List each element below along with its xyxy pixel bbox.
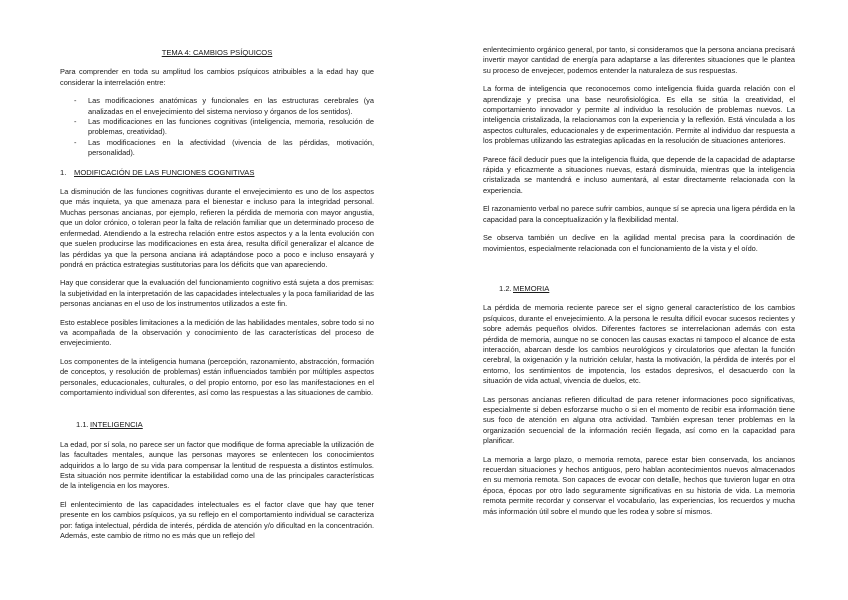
bullet-item: - Las modificaciones anatómicas y funcionales en las estructuras cerebrales (ya analizadas en el envejecimiento del sistema nervioso y órganos de los sentidos). (74, 96, 374, 117)
paragraph: Esto establece posibles limitaciones a la medición de las habilidades mentales, sobre todo si no va acompañada de la observación y conocimiento de las características del proceso de envejecimiento. (60, 317, 374, 348)
paragraph: La memoria a largo plazo, o memoria remota, parece estar bien conservada, los ancianos recuerdan situaciones y hechos antiguos, pero hablan acontecimientos nuevos almacenados en su memoria remota. Son capaces de evocar con detalle, hechos que tuvieron lugar en otra época, épocas por otro lado seguramente significativas en su historia de vida. La memoria remota permite recordar y conservar el vocabulario, las experiencias, los recuerdos y mucha más información útil sobre el mundo que les rodea y sobre sí mismos. (483, 454, 795, 516)
paragraph: La edad, por sí sola, no parece ser un factor que modifique de forma apreciable la utilización de las facultades mentales, aunque las personas mayores se enlentecen los conocimientos adquiridos a lo largo de su vida para compensar la lentitud de respuesta a distintos estímulos. Esta situación nos permite identificar la estabilidad como una de las principales características de la inteligencia en los mayores. (60, 439, 374, 491)
page-title: TEMA 4: CAMBIOS PSÍQUICOS (161, 48, 273, 57)
paragraph: enlentecimiento orgánico general, por tanto, si consideramos que la persona anciana precisará invertir mayor cantidad de energía para adaptarse a las diferentes situaciones que le plantea su proceso de envejecer, podemos entender la naturaleza de sus respuestas. (483, 45, 795, 75)
subsection-heading (483, 284, 795, 294)
paragraph: Los componentes de la inteligencia humana (percepción, razonamiento, abstracción, formación de conceptos, y resolución de problemas) están influenciados también por múltiples aspectos personales, educacionales, culturales, o del propio entorno, por eso las manifestaciones en el comportamiento individual son diferentes, así como las respuestas a las situaciones de cambio. (60, 356, 374, 397)
bullet-list (60, 96, 374, 158)
subsection-number: 1.2. (499, 283, 512, 293)
paragraph: Se observa también un declive en la agilidad mental precisa para la coordinación de movimientos, especialmente relacionada con el funcionamiento de la vista y el oído. (483, 233, 795, 253)
paragraph: El razonamiento verbal no parece sufrir cambios, aunque sí se aprecia una ligera pérdida en la capacidad para la conceptualización y la flexibilidad mental. (483, 204, 795, 224)
paragraph: Parece fácil deducir pues que la inteligencia fluida, que depende de la capacidad de adaptarse rápida y eficazmente a situaciones nuevas, estará disminuida, mientras que la inteligencia cristalizada se mantendrá e incluso aumentará, al estar directamente relacionada con la experiencia. (483, 154, 795, 195)
bullet-item: - Las modificaciones en la afectividad (vivencia de las pérdidas, motivación, personalidad). (74, 138, 374, 159)
left-column (60, 48, 374, 549)
subsection-heading (60, 420, 374, 430)
subsection-title: MEMORIA (513, 283, 550, 293)
subsection-number: 1.1. (76, 420, 89, 430)
section-title: MODIFICACIÓN DE LAS FUNCIONES COGNITIVAS (74, 167, 255, 177)
paragraph: La forma de inteligencia que reconocemos como inteligencia fluida guarda relación con el aprendizaje y precisa una base neurofisiológica. Es ella se sitúa la creatividad, el comportamiento innovador y permite al individuo la resolución de problemas nuevos. La inteligencia cristalizada, la relacionamos con la experiencia y la reflexión. Está vinculada a los aspectos culturales, educacionales y de experimentación. Permite al individuo dar respuesta a los problemas utilizando las estrategias aplicadas en la resolución de situaciones anteriores. (483, 84, 795, 146)
intro-paragraph: Para comprender en toda su amplitud los cambios psíquicos atribuibles a la edad hay que considerar la interrelación entre: (60, 67, 374, 87)
paragraph: La pérdida de memoria reciente parece ser el signo general característico de los cambios psíquicos, durante el envejecimiento. A la persona le resulta difícil evocar sucesos recientes y sobre además pequeños olvidos. Diferentes factores se interrelacionan además con esta pérdida de memoria, aunque no se conocen las causas exactas ni tampoco el alcance de esta interacción, abarcan desde los cambios neurológicos y circulatorios que afectan la función cerebral, la oxigenación y la nutrición celular, hasta la motivación, la pérdida de interés por el entorno, los sentimientos de impotencia, los estados depresivos, el desacuerdo con la situación de vida actual, vivencia de duelos, etc. (483, 303, 795, 386)
right-column (483, 45, 795, 525)
section-number: 1. (60, 167, 67, 177)
subsection-title: INTELIGENCIA (90, 420, 143, 430)
paragraph: Hay que considerar que la evaluación del funcionamiento cognitivo está sujeta a dos premisas: la subjetividad en la interpretación de las capacidades intelectuales y la poca familiaridad de las personas ancianas en el uso de los instrumentos utilizados a este fin. (60, 278, 374, 309)
paragraph: La disminución de las funciones cognitivas durante el envejecimiento es uno de los aspectos que más inquieta, ya que amenaza para el bienestar e incluso para la integridad personal. Muchas personas ancianas, por ejemplo, refieren la pérdida de memoria con mayor angustia, que un dolor crónico, o toleran peor la falta de relación familiar que un determinado proceso de enfermedad. Atendiendo a la estrecha relación entre estos aspectos y a la lenta evolución con que suelen producirse las modificaciones en esta área, resulta difícil generalizar el alcance de las pérdidas ya que la persona anciana irá adaptándose poco a poco e incluso ensayará y pondrá en práctica estrategias sustitutorias para los déficits que van apareciendo. (60, 187, 374, 269)
paragraph: Las personas ancianas refieren dificultad de para retener informaciones poco significativas, especialmente si deben esforzarse mucho o si en el momento de recibir esa información tiene sus foco de atención en alguna otra actividad. También expresan tener problemas en la organización secuencial de la información recién llegada, así como en la capacidad para planificar. (483, 394, 795, 446)
bullet-item: - Las modificaciones en las funciones cognitivas (inteligencia, memoria, resolución de problemas, creatividad). (74, 117, 374, 138)
section-heading (60, 168, 374, 178)
paragraph: El enlentecimiento de las capacidades intelectuales es el factor clave que hay que tener presente en los cambios psíquicos, ya su reflejo en el comportamiento individual se caracteriza por: fatiga intelectual, pérdida de interés, pérdida de atención y/o dificultad en la concentración. Además, este cambio de ritmo no es más que un reflejo del (60, 499, 374, 541)
